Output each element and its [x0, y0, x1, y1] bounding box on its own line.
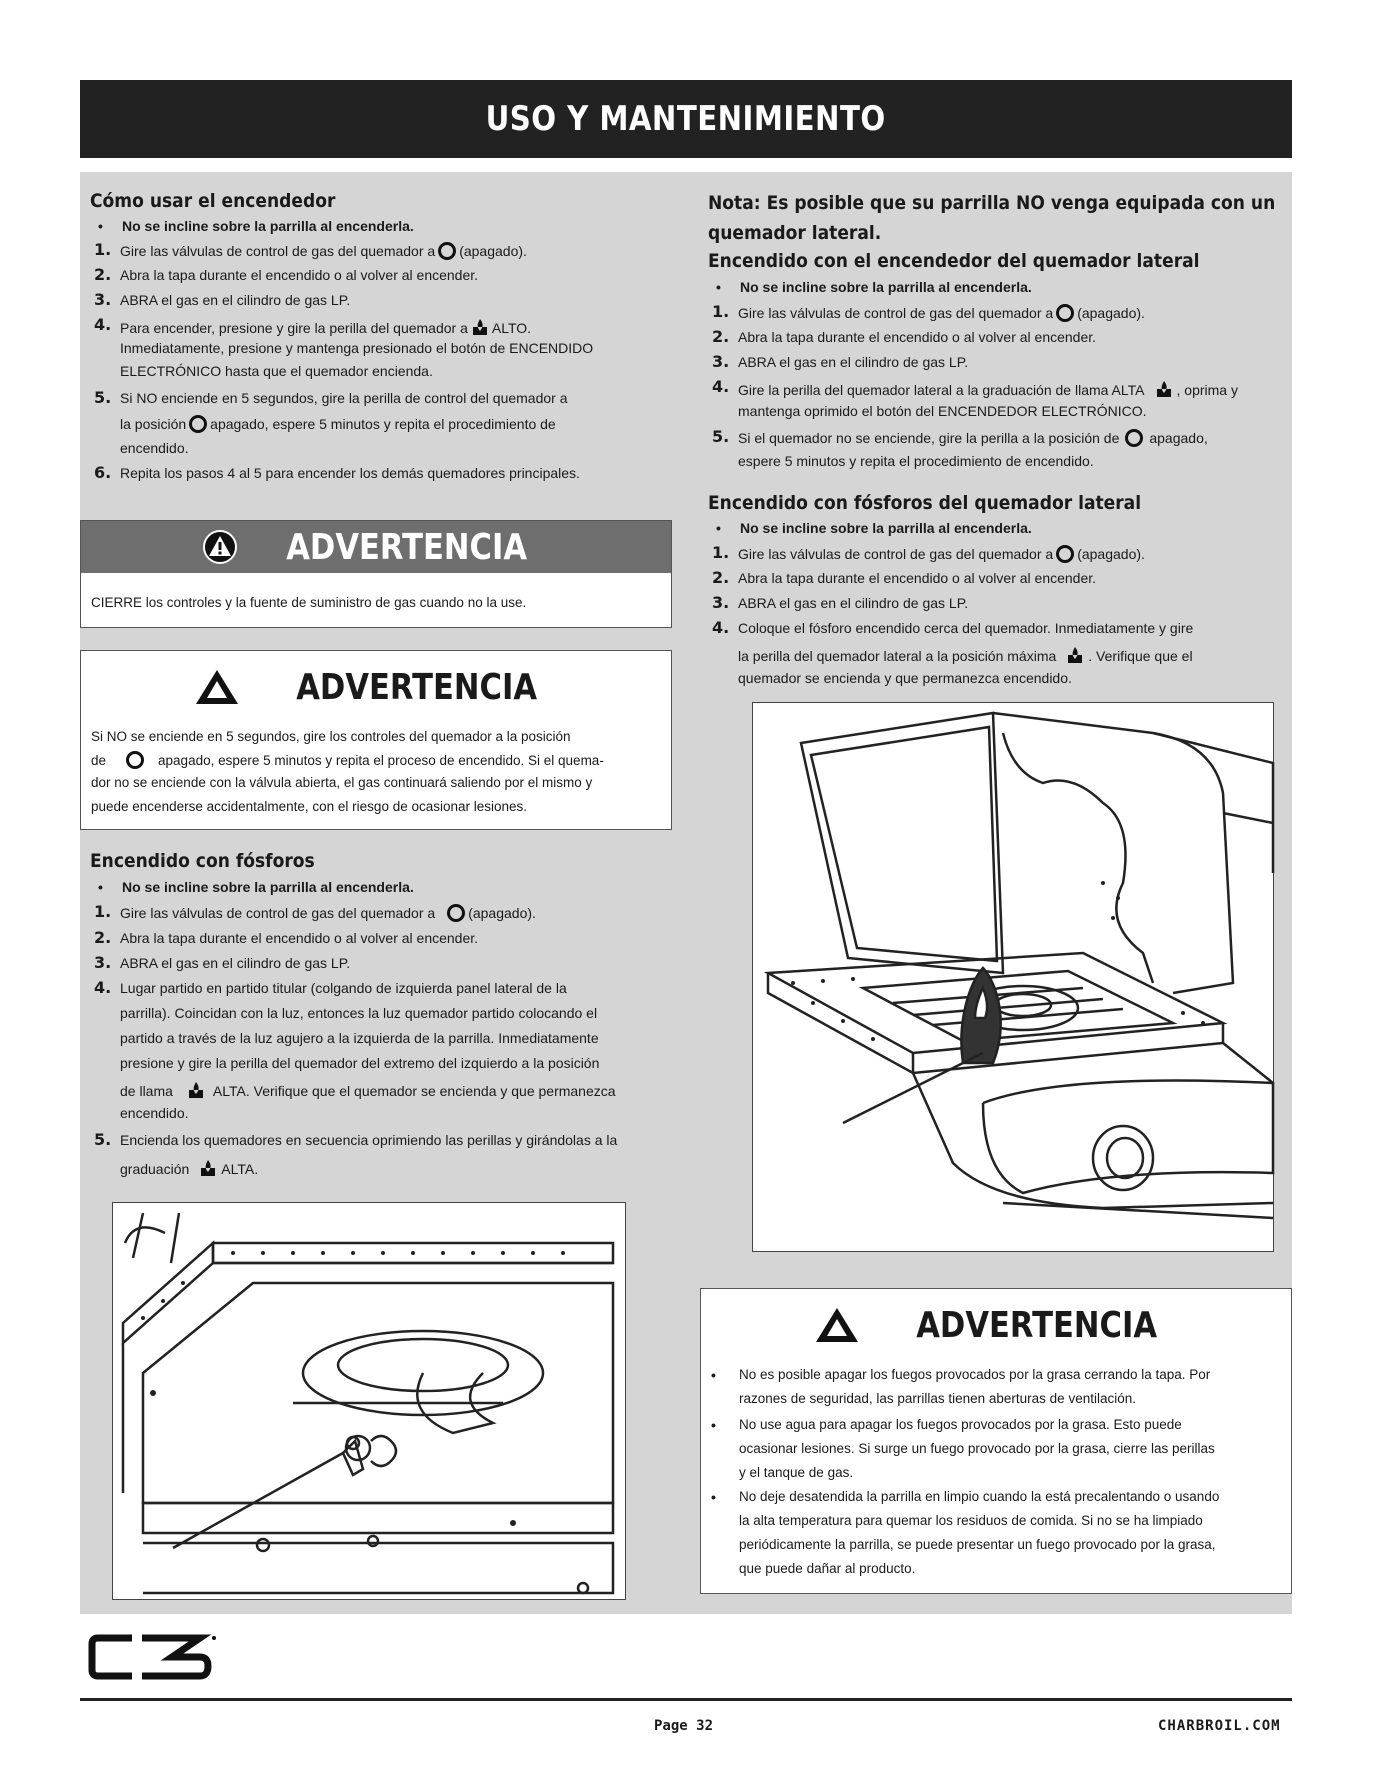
- step-text: Abra la tapa durante el encendido o al volver al encender.: [120, 930, 479, 946]
- page-title: USO Y MANTENIMIENTO: [485, 99, 887, 139]
- step-text: Si el quemador no se enciende, gire la perilla a la posición de apagado,: [738, 430, 1208, 446]
- bullet-dot: •: [98, 218, 103, 234]
- burner-drawing: [113, 1203, 627, 1601]
- off-circle-icon: [1056, 304, 1074, 322]
- step-text: parrilla). Coincidan con la luz, entonces la luz quemador partido colocando el: [120, 1005, 598, 1021]
- off-circle-icon: [189, 415, 207, 433]
- bullet-dot: •: [711, 1417, 716, 1433]
- step-number: 5.: [94, 1130, 112, 1149]
- step-number: 4.: [712, 618, 730, 637]
- warning-text: razones de seguridad, las parrillas tienen aberturas de ventilación.: [739, 1391, 1136, 1406]
- warning-box: [700, 1288, 1292, 1594]
- step-number: 1.: [712, 543, 730, 562]
- matches-title: Encendido con fósforos: [90, 850, 315, 872]
- warning-text: CIERRE los controles y la fuente de suministro de gas cuando no la use.: [91, 595, 527, 610]
- step-text: quemador se encienda y que permanezca encendido.: [738, 670, 1072, 686]
- side-igniter-bullet: No se incline sobre la parrilla al encenderla.: [740, 279, 1032, 295]
- warning-header: [701, 1295, 1291, 1355]
- footer-divider: [80, 1698, 1292, 1701]
- igniter-title: Cómo usar el encendedor: [90, 190, 336, 212]
- step-text: encendido.: [120, 440, 189, 456]
- step-number: 2.: [712, 327, 730, 346]
- warning-title: ADVERTENCIA: [286, 526, 528, 568]
- step-text: de llama ALTA. Verifique que el quemador se encienda y que permanezca: [120, 1080, 616, 1100]
- flame-icon: [1066, 645, 1084, 665]
- step-text: la posición apagado, espere 5 minutos y repita el procedimiento de: [120, 416, 556, 432]
- warning-header: [81, 657, 671, 717]
- bullet-dot: •: [716, 279, 721, 295]
- step-text: presione y gire la perilla del quemador del extremo del izquierdo a la posición: [120, 1055, 600, 1071]
- step-text: ABRA el gas en el cilindro de gas LP.: [120, 955, 351, 971]
- flame-icon: [471, 317, 489, 337]
- step-text: Gire las válvulas de control de gas del quemador a (apagado).: [120, 905, 536, 921]
- off-circle-icon: [1125, 429, 1143, 447]
- flame-icon: [187, 1080, 205, 1100]
- side-burner-drawing: [753, 703, 1275, 1253]
- warning-text: de apagado, espere 5 minutos y repita el proceso de encendido. Si el quema-: [91, 753, 604, 768]
- step-number: 2.: [94, 265, 112, 284]
- step-number: 3.: [94, 290, 112, 309]
- warning-box: [80, 650, 672, 830]
- warning-text: dor no se enciende con la válvula abierta, el gas continuará saliendo por el mismo y: [91, 775, 593, 790]
- step-text: Abra la tapa durante el encendido o al volver al encender.: [738, 329, 1097, 345]
- side-igniter-title: Encendido con el encendedor del quemador lateral: [708, 250, 1200, 272]
- warning-triangle-icon: [193, 667, 241, 707]
- step-text: Inmediatamente, presione y mantenga presionado el botón de ENCENDIDO: [120, 340, 594, 356]
- step-number: 5.: [712, 427, 730, 446]
- page-number: Page 32: [654, 1718, 714, 1734]
- step-number: 5.: [94, 388, 112, 407]
- page-header: [80, 80, 1292, 158]
- step-number: 3.: [94, 953, 112, 972]
- step-text: Para encender, presione y gire la perilla del quemador a ALTO.: [120, 317, 531, 337]
- step-number: 4.: [712, 377, 730, 396]
- step-number: 2.: [94, 928, 112, 947]
- warning-text: puede encenderse accidentalmente, con el riesgo de ocasionar lesiones.: [91, 799, 528, 814]
- step-text: mantenga oprimido el botón del ENCENDEDOR ELECTRÓNICO.: [738, 403, 1147, 419]
- step-number: 1.: [94, 902, 112, 921]
- step-text: Lugar partido en partido titular (colgando de izquierda panel lateral de la: [120, 980, 567, 996]
- step-number: 1.: [94, 240, 112, 259]
- step-number: 3.: [712, 593, 730, 612]
- bullet-dot: •: [716, 520, 721, 536]
- side-burner-illustration: [752, 702, 1274, 1252]
- step-text: Encienda los quemadores en secuencia oprimiendo las perillas y girándolas a la: [120, 1132, 618, 1148]
- warning-text: No deje desatendida la parrilla en limpio cuando la está precalentando o usando: [739, 1489, 1220, 1504]
- side-matches-title: Encendido con fósforos del quemador lateral: [708, 492, 1142, 514]
- step-text: Repita los pasos 4 al 5 para encender los demás quemadores principales.: [120, 465, 580, 481]
- warning-text: y el tanque de gas.: [739, 1465, 854, 1480]
- warning-text: ocasionar lesiones. Si surge un fuego provocado por la grasa, cierre las perillas: [739, 1441, 1215, 1456]
- flame-icon: [199, 1158, 217, 1178]
- step-number: 1.: [712, 302, 730, 321]
- step-text: ABRA el gas en el cilindro de gas LP.: [738, 595, 969, 611]
- warning-text: No use agua para apagar los fuegos provocados por la grasa. Esto puede: [739, 1417, 1182, 1432]
- step-number: 3.: [712, 352, 730, 371]
- step-text: ABRA el gas en el cilindro de gas LP.: [738, 354, 969, 370]
- step-text: Gire la perilla del quemador lateral a la graduación de llama ALTA , oprima y: [738, 379, 1238, 399]
- step-number: 6.: [94, 463, 112, 482]
- warning-text: No es posible apagar los fuegos provocados por la grasa cerrando la tapa. Por: [739, 1367, 1211, 1382]
- flame-icon: [1155, 379, 1173, 399]
- step-text: encendido.: [120, 1105, 189, 1121]
- off-circle-icon: [126, 751, 144, 769]
- step-text: ELECTRÓNICO hasta que el quemador encienda.: [120, 363, 433, 379]
- bullet-dot: •: [711, 1367, 716, 1383]
- off-circle-icon: [447, 904, 465, 922]
- cb-logo-icon: [88, 1632, 218, 1682]
- step-text: Abra la tapa durante el encendido o al volver al encender.: [738, 570, 1097, 586]
- warning-header: [81, 521, 671, 573]
- step-text: Gire las válvulas de control de gas del quemador a (apagado).: [738, 546, 1145, 562]
- step-number: 2.: [712, 568, 730, 587]
- bullet-dot: •: [711, 1489, 716, 1505]
- step-text: Si NO enciende en 5 segundos, gire la perilla de control del quemador a: [120, 390, 568, 406]
- step-number: 4.: [94, 978, 112, 997]
- warning-text: la alta temperatura para quemar los residuos de comida. Si no se ha limpiado: [739, 1513, 1203, 1528]
- website-link[interactable]: CHARBROIL.COM: [1158, 1718, 1281, 1734]
- warning-icon: [203, 530, 237, 564]
- step-number: 4.: [94, 315, 112, 334]
- step-text: ABRA el gas en el cilindro de gas LP.: [120, 292, 351, 308]
- off-circle-icon: [438, 242, 456, 260]
- warning-text: que puede dañar al producto.: [739, 1561, 916, 1576]
- note-line: quemador lateral.: [708, 222, 882, 244]
- step-text: Coloque el fósforo encendido cerca del quemador. Inmediatamente y gire: [738, 620, 1194, 636]
- warning-box: [80, 520, 672, 628]
- step-text: Abra la tapa durante el encendido o al volver al encender.: [120, 267, 479, 283]
- step-text: la perilla del quemador lateral a la posición máxima . Verifique que el: [738, 645, 1193, 665]
- warning-text: Si NO se enciende en 5 segundos, gire los controles del quemador a la posición: [91, 729, 571, 744]
- warning-title: ADVERTENCIA: [296, 666, 538, 708]
- step-text: graduación ALTA.: [120, 1158, 258, 1178]
- off-circle-icon: [1056, 545, 1074, 563]
- grill-burner-illustration: [112, 1202, 626, 1600]
- warning-text: periódicamente la parrilla, se puede presentar un fuego provocado por la grasa,: [739, 1537, 1216, 1552]
- step-text: Gire las válvulas de control de gas del quemador a (apagado).: [120, 243, 527, 259]
- igniter-bullet: No se incline sobre la parrilla al encenderla.: [122, 218, 414, 234]
- step-text: espere 5 minutos y repita el procedimiento de encendido.: [738, 453, 1094, 469]
- matches-bullet: No se incline sobre la parrilla al encenderla.: [122, 879, 414, 895]
- charbroil-logo: [88, 1632, 218, 1687]
- warning-triangle-icon: [813, 1305, 861, 1345]
- step-text: Gire las válvulas de control de gas del quemador a (apagado).: [738, 305, 1145, 321]
- note-line: Nota: Es posible que su parrilla NO venga equipada con un: [708, 192, 1276, 214]
- side-matches-bullet: No se incline sobre la parrilla al encenderla.: [740, 520, 1032, 536]
- step-text: partido a través de la luz agujero a la izquierda de la parrilla. Inmediatamente: [120, 1030, 599, 1046]
- bullet-dot: •: [98, 879, 103, 895]
- warning-title: ADVERTENCIA: [916, 1304, 1158, 1346]
